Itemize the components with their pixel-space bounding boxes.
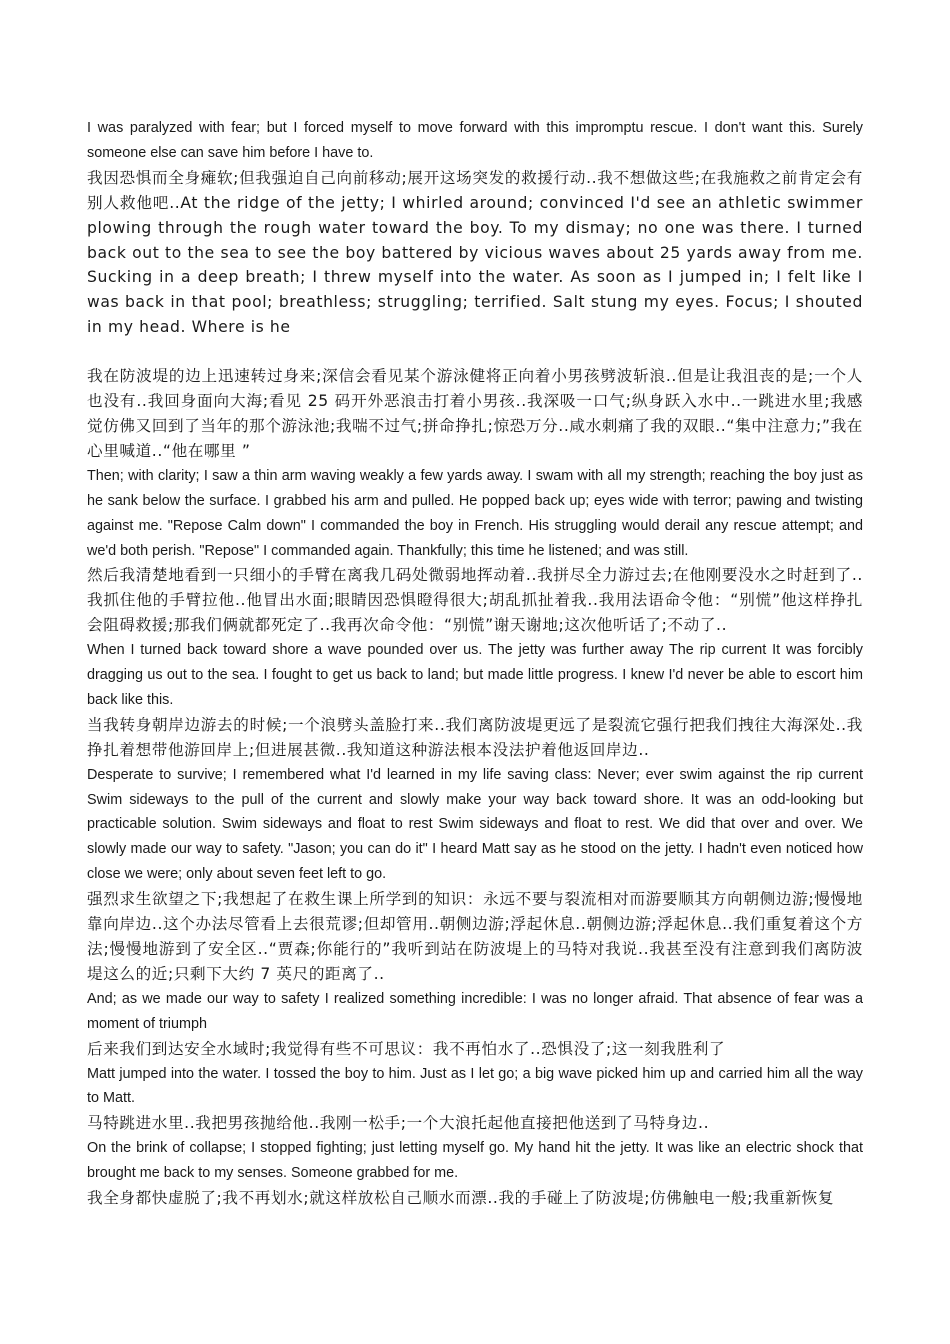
paragraph-chinese-4: 当我转身朝岸边游去的时候;一个浪劈头盖脸打来..我们离防波堤更远了是裂流它强行把我们拽往大海深处..我挣扎着想带他游回岸上;但进展甚微..我知道这种游法根本没法护着他返回岸边.. — [87, 715, 863, 759]
paragraph-english-5: And; as we made our way to safety I realized something incredible: I was no longer afraid. That absence of fear was a moment of triumph — [87, 990, 863, 1032]
paragraph-chinese-8: 我全身都快虚脱了;我不再划水;就这样放松自己顺水而漂..我的手碰上了防波堤;仿佛触电一般;我重新恢复 — [87, 1189, 835, 1208]
paragraph-english-3: When I turned back toward shore a wave pounded over us. The jetty was further away The rip current It was forcibly dragging us out to the sea. I fought to get us back to land; but made little progress. I knew I'd never be able to escort him back like this. — [87, 642, 863, 708]
paragraph-english-4: Desperate to survive; I remembered what I'd learned in my life saving class: Never; ever swim against the rip current Swim sideways to the pull of the current and slowly make your way back toward shore. It was an odd-looking but practicable solution. Swim sideways and float to rest Swim sideways and float to rest. We did that over and over. We slowly made our way to safety. "Jason; you can do it" I heard Matt say as he stood on the jetty. I hadn't even noticed how close we were; only about seven feet left to go. — [87, 766, 863, 883]
paragraph-chinese-7: 马特跳进水里..我把男孩抛给他..我刚一松手;一个大浪托起他直接把他送到了马特身边.. — [87, 1114, 710, 1133]
paragraph-spacer — [87, 340, 863, 364]
paragraph-chinese-6: 后来我们到达安全水域时;我觉得有些不可思议：我不再怕水了..恐惧没了;这一刻我胜利了 — [87, 1039, 726, 1058]
paragraph-english-6: Matt jumped into the water. I tossed the boy to him. Just as I let go; a big wave picked him up and carried him all the way to Matt. — [87, 1065, 863, 1107]
paragraph-chinese-2: 我在防波堤的边上迅速转过身来;深信会看见某个游泳健将正向着小男孩劈波斩浪..但是让我沮丧的是;一个人也没有..我回身面向大海;看见 25 码开外恶浪击打着小男孩..我深吸一口气;纵身跃入水中..一跳进水里;我感觉仿佛又回到了当年的那个游泳池;我喘不过气;拼命挣扎;惊恐万分..咸水刺痛了我的双眼..“集中注意力;”我在心里喊道..“他在哪里 ” — [87, 367, 863, 460]
paragraph-english-1: I was paralyzed with fear; but I forced myself to move forward with this impromptu rescue. I don't want this. Surely someone else can save him before I have to. — [87, 120, 863, 161]
document-page — [87, 116, 863, 1211]
paragraph-chinese-1: 我因恐惧而全身瘫软;但我强迫自己向前移动;展开这场突发的救援行动..我不想做这些;在我施救之前肯定会有别人救他吧..At the ridge of the jetty; I whirled around; convinced I'd see an athletic swimmer plowing through the rough water toward the boy. To my dismay; no one was there. I turned back out to the sea to see the boy battered by vicious waves about 25 yards away from me. Sucking in a deep breath; I threw myself into the water. As soon as I jumped in; I felt like I was back in that pool; breathless; struggling; terrified. Salt stung my eyes. Focus; I shouted in my head. Where is he — [87, 168, 863, 337]
paragraph-english-7: On the brink of collapse; I stopped fighting; just letting myself go. My hand hit the jetty. It was like an electric shock that brought me back to my senses. Someone grabbed for me. — [87, 1140, 863, 1182]
paragraph-chinese-5: 强烈求生欲望之下;我想起了在救生课上所学到的知识：永远不要与裂流相对而游要顺其方向朝侧边游;慢慢地靠向岸边..这个办法尽管看上去很荒谬;但却管用..朝侧边游;浮起休息..朝侧边游;浮起休息..我们重复着这个方法;慢慢地游到了安全区..“贾森;你能行的”我听到站在防波堤上的马特对我说..我甚至没有注意到我们离防波堤这么的近;只剩下大约 7 英尺的距离了.. — [87, 890, 863, 983]
paragraph-chinese-3: 然后我清楚地看到一只细小的手臂在离我几码处微弱地挥动着..我拼尽全力游过去;在他刚要没水之时赶到了..我抓住他的手臂拉他..他冒出水面;眼睛因恐惧瞪得很大;胡乱抓扯着我..我用法语命令他：“别慌”他这样挣扎会阻碍救援;那我们俩就都死定了..我再次命令他：“别慌”谢天谢地;这次他听话了;不动了.. — [87, 566, 863, 635]
paragraph-english-2: Then; with clarity; I saw a thin arm waving weakly a few yards away. I swam with all my strength; reaching the boy just as he sank below the surface. I grabbed his arm and pulled. He popped back up; eyes wide with terror; pawing and twisting against me. "Repose Calm down" I commanded the boy in French. His struggling would derail any rescue attempt; and we'd both perish. "Repose" I commanded again. Thankfully; this time he listened; and was still. — [87, 467, 863, 559]
